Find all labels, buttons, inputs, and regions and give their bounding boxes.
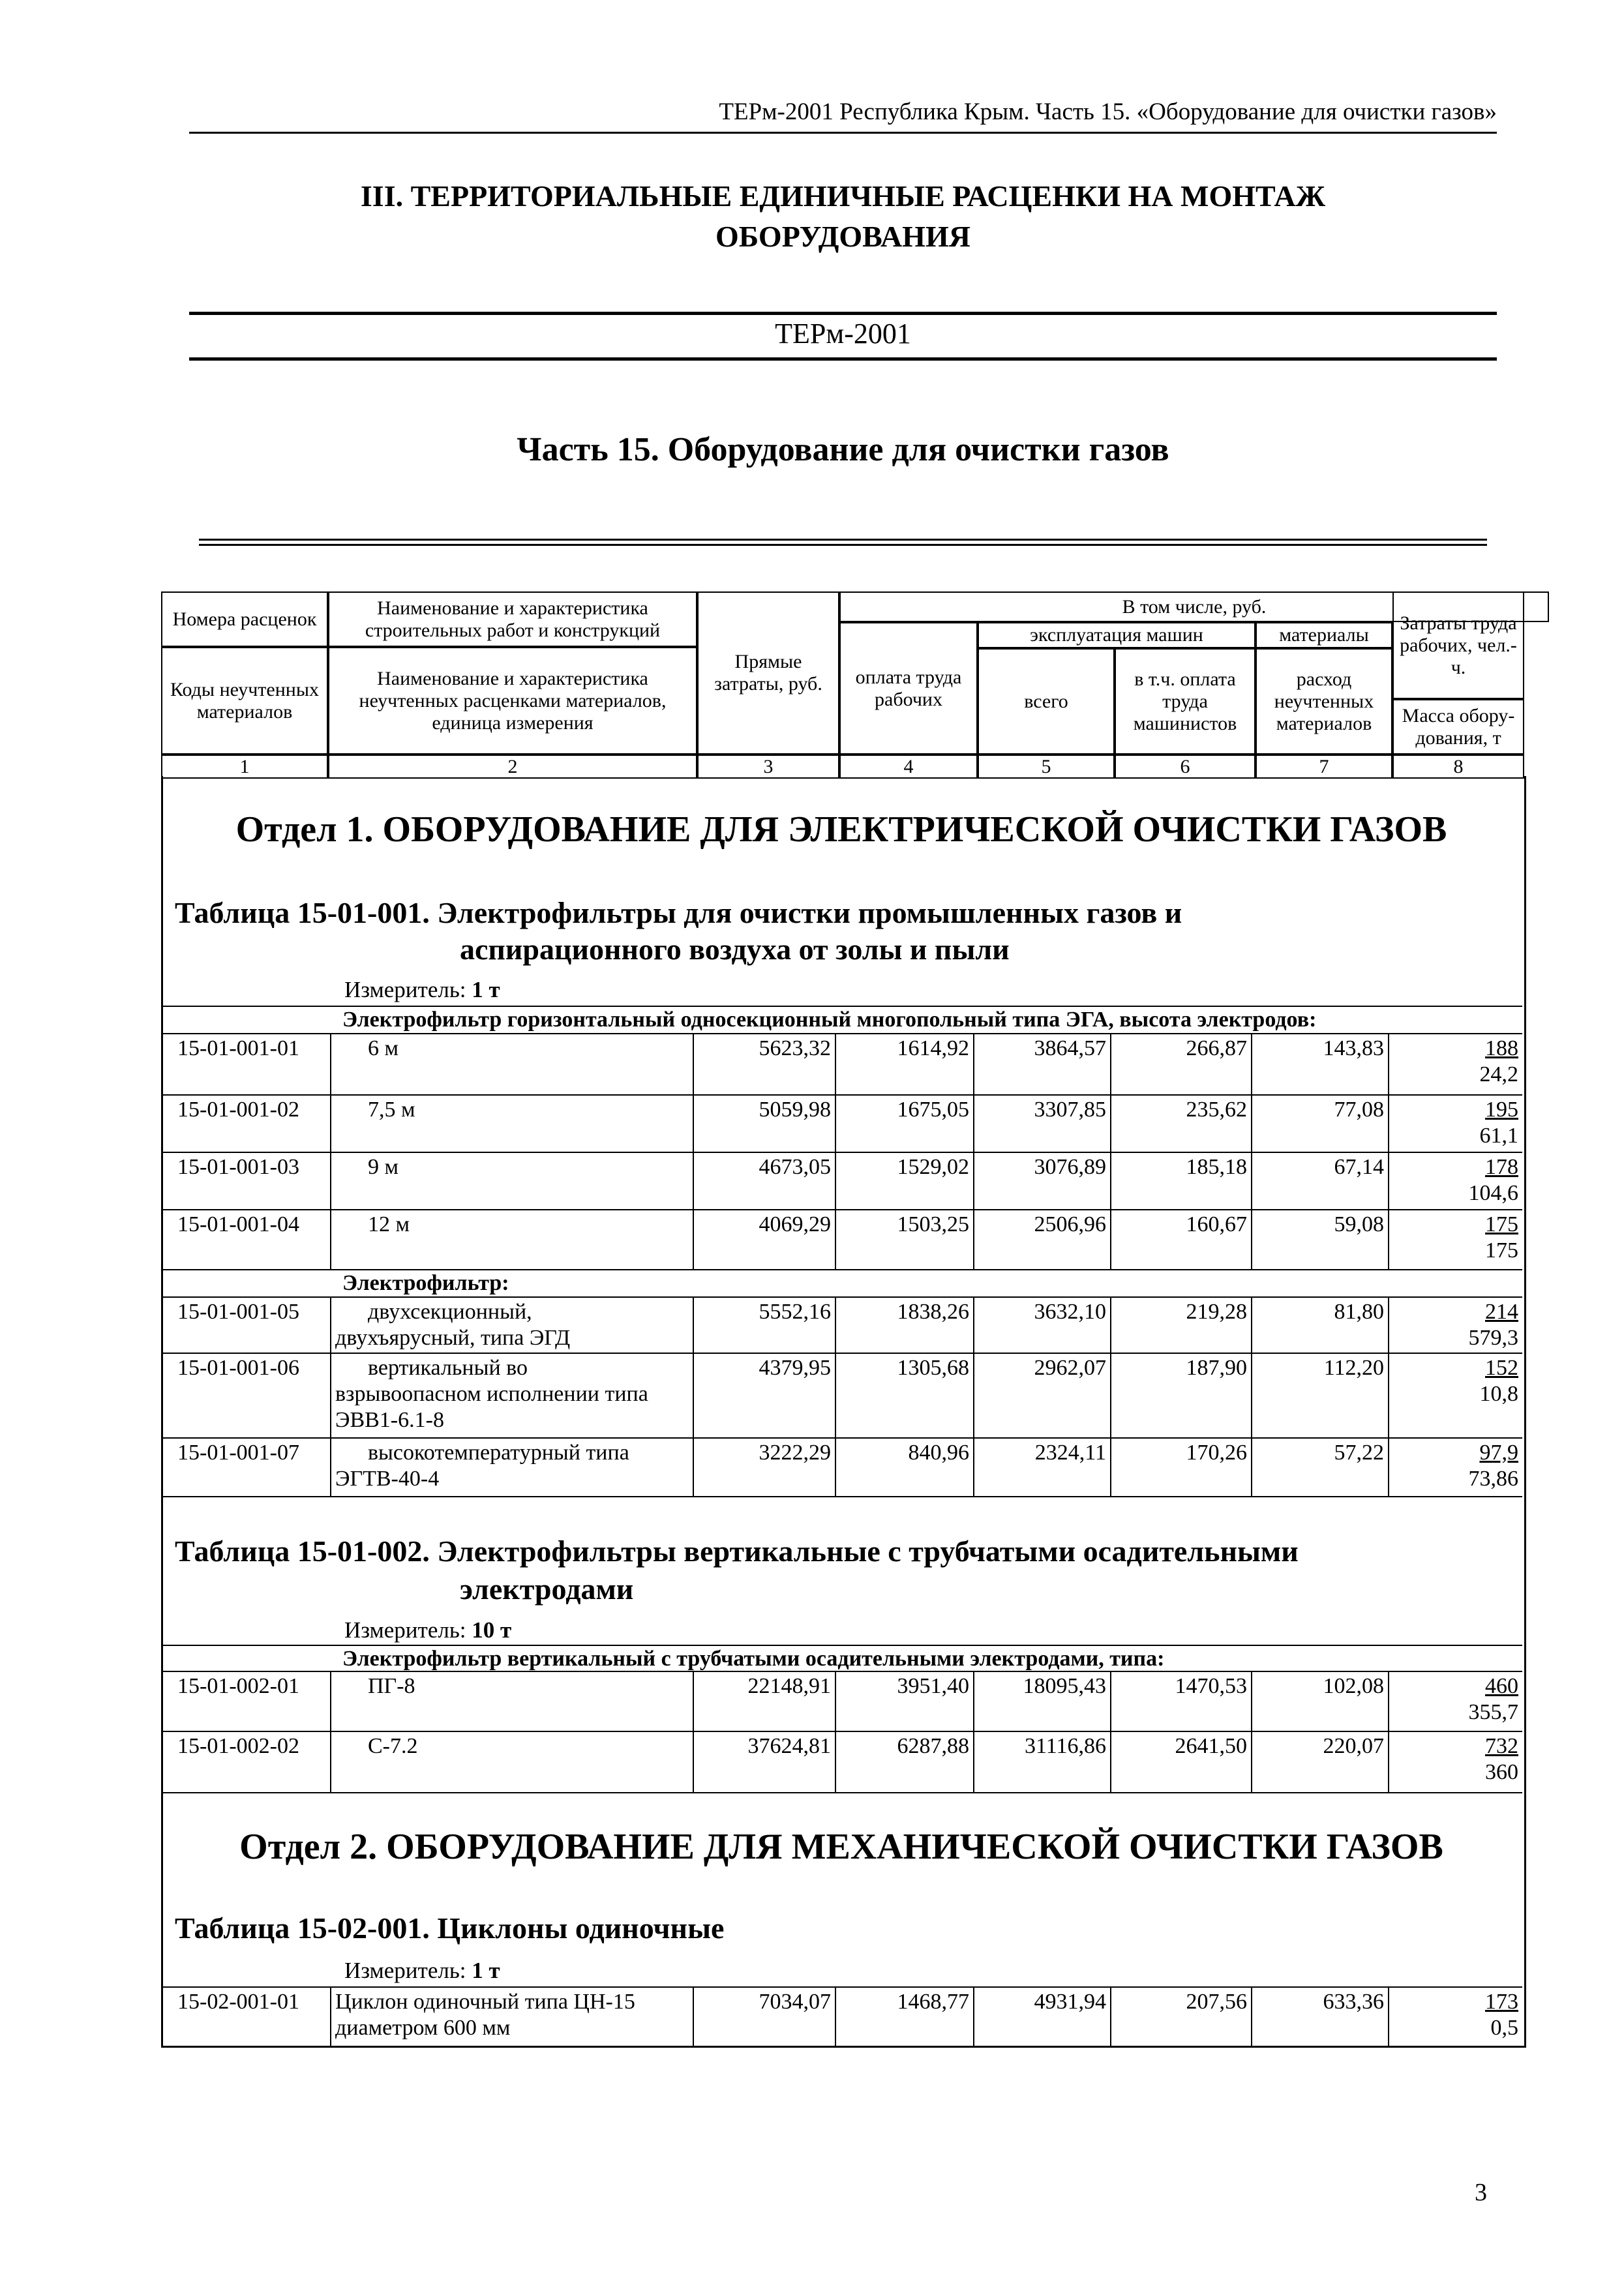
code-title: ТЕРм-2001: [775, 318, 911, 350]
unit-label: Измеритель:: [344, 1958, 466, 1983]
table-15-02-001-unit: [344, 1958, 500, 1984]
header-col2-top: Наименование и характеристика строительных работ и конструкций: [328, 591, 697, 647]
group-row-vertical: Электрофильтр вертикальный с трубчатыми осадительными электродами, типа:: [163, 1645, 1522, 1671]
work-name-line1: высокотемпературный типа: [368, 1441, 629, 1465]
materials: 57,22: [1251, 1439, 1388, 1496]
machinists-pay: 207,56: [1110, 1988, 1251, 2046]
work-name: [330, 1298, 693, 1353]
unit-value: 10 т: [472, 1617, 512, 1643]
otdel-2-title: Отдел 2. ОБОРУДОВАНИЕ ДЛЯ МЕХАНИЧЕСКОЙ ОЧИСТКИ ГАЗОВ: [239, 1827, 1443, 1867]
work-name-line1: вертикальный во: [368, 1356, 528, 1380]
part-title: Часть 15. Оборудование для очистки газов: [517, 431, 1169, 468]
labor-hours: 97,9: [1479, 1441, 1518, 1465]
work-name-line2: взрывоопасном исполнении типа: [335, 1382, 648, 1406]
table-row: [163, 1671, 1522, 1731]
header-num-2: 2: [328, 755, 697, 779]
rate-code: 15-01-001-03: [177, 1155, 299, 1179]
equipment-mass: 10,8: [1479, 1382, 1518, 1406]
direct-cost: 5552,16: [693, 1298, 835, 1353]
labor-hours: 173: [1485, 1990, 1518, 2014]
table-row: [163, 1094, 1522, 1152]
work-name: [330, 1439, 693, 1496]
equipment-mass: 360: [1485, 1760, 1518, 1784]
header-num-5: 5: [978, 755, 1115, 779]
running-header: ТЕРм-2001 Республика Крым. Часть 15. «Оборудование для очистки газов»: [189, 93, 1497, 134]
labor-hours: 178: [1485, 1155, 1518, 1179]
section-title: [189, 176, 1497, 257]
table-15-02-001-title: Таблица 15-02-001. Циклоны одиночные: [175, 1911, 725, 1945]
materials: 81,80: [1251, 1298, 1388, 1353]
rate-code: 15-01-002-02: [177, 1734, 299, 1758]
rate-code: 15-02-001-01: [177, 1990, 299, 2014]
materials: 220,07: [1251, 1732, 1388, 1792]
direct-cost: 4673,05: [693, 1153, 835, 1209]
direct-cost: 4379,95: [693, 1354, 835, 1437]
header-num-1: 1: [161, 755, 328, 779]
machinists-pay: 160,67: [1110, 1210, 1251, 1269]
work-name-line1: Циклон одиночный типа ЦН-15: [335, 1990, 635, 2014]
header-materials: материалы: [1256, 622, 1392, 648]
header-col3: Прямые затраты, руб.: [697, 591, 839, 755]
header-num-4: 4: [839, 755, 978, 779]
labor-pay: 1838,26: [835, 1298, 973, 1353]
direct-cost: 3222,29: [693, 1439, 835, 1496]
rate-code: 15-01-002-01: [177, 1674, 299, 1698]
code-rule-bottom: [189, 357, 1497, 361]
materials: 143,83: [1251, 1034, 1388, 1094]
table-header: [161, 591, 1524, 779]
table-row: [163, 1296, 1522, 1353]
table-15-01-001-unit: [344, 977, 500, 1003]
table-row: [163, 1209, 1522, 1269]
labor-pay: 6287,88: [835, 1732, 973, 1792]
machines-total: 3307,85: [973, 1096, 1110, 1152]
materials: 77,08: [1251, 1096, 1388, 1152]
double-rule-b: [199, 544, 1487, 546]
header-col8-bottom: Масса обору-дования, т: [1392, 699, 1524, 755]
work-name-line3: ЭВВ1-6.1-8: [335, 1408, 444, 1432]
machines-total: 3632,10: [973, 1298, 1110, 1353]
equipment-mass: 175: [1485, 1238, 1518, 1263]
machines-total: 18095,43: [973, 1672, 1110, 1731]
group-row-electrofilter: Электрофильтр:: [163, 1269, 1522, 1296]
work-name: 12 м: [330, 1210, 693, 1269]
work-name-line2: диаметром 600 мм: [335, 2016, 511, 2040]
table-15-01-002-unit: [344, 1617, 511, 1643]
labor-hours: 195: [1485, 1098, 1518, 1122]
machinists-pay: 187,90: [1110, 1354, 1251, 1437]
machines-total: 3076,89: [973, 1153, 1110, 1209]
labor-pay: 1614,92: [835, 1034, 973, 1094]
machinists-pay: 219,28: [1110, 1298, 1251, 1353]
table-row: [163, 1986, 1522, 2046]
labor-hours: 152: [1485, 1356, 1518, 1380]
table-row: [163, 1152, 1522, 1209]
labor-pay: 3951,40: [835, 1672, 973, 1731]
equipment-mass: 104,6: [1468, 1181, 1518, 1205]
table-15-01-002-title-line1: Таблица 15-01-002. Электрофильтры вертикальные с трубчатыми осадительными: [175, 1534, 1299, 1568]
machines-total: 3864,57: [973, 1034, 1110, 1094]
labor-mass: [1388, 1672, 1522, 1731]
table-15-01-001-title-line1: Таблица 15-01-001. Электрофильтры для очистки промышленных газов и: [175, 896, 1182, 929]
equipment-mass: 73,86: [1468, 1467, 1518, 1491]
rate-code: 15-01-001-07: [177, 1441, 299, 1465]
equipment-mass: 579,3: [1468, 1326, 1518, 1350]
labor-mass: [1388, 1988, 1522, 2046]
header-num-8: 8: [1392, 755, 1524, 779]
unit-label: Измеритель:: [344, 1617, 466, 1643]
labor-mass: [1388, 1034, 1522, 1094]
machinists-pay: 170,26: [1110, 1439, 1251, 1496]
equipment-mass: 61,1: [1479, 1124, 1518, 1148]
materials: 633,36: [1251, 1988, 1388, 2046]
header-num-7: 7: [1256, 755, 1392, 779]
labor-pay: 1529,02: [835, 1153, 973, 1209]
labor-pay: 1503,25: [835, 1210, 973, 1269]
header-incl: В том числе, руб.: [839, 591, 1549, 622]
labor-pay: 1675,05: [835, 1096, 973, 1152]
labor-hours: 175: [1485, 1212, 1518, 1236]
machinists-pay: 1470,53: [1110, 1672, 1251, 1731]
labor-hours: 188: [1485, 1036, 1518, 1060]
direct-cost: 5059,98: [693, 1096, 835, 1152]
table-row: [163, 1731, 1522, 1793]
direct-cost: 7034,07: [693, 1988, 835, 2046]
header-num-3: 3: [697, 755, 839, 779]
materials: 102,08: [1251, 1672, 1388, 1731]
labor-pay: 840,96: [835, 1439, 973, 1496]
direct-cost: 37624,81: [693, 1732, 835, 1792]
work-name: 6 м: [330, 1034, 693, 1094]
header-num-6: 6: [1115, 755, 1256, 779]
group-row-ega: Электрофильтр горизонтальный односекционный многопольный типа ЭГА, высота электродов:: [163, 1006, 1522, 1033]
header-col6: в т.ч. оплата труда машинистов: [1115, 648, 1256, 755]
work-name: [330, 1988, 693, 2046]
work-name-line2: ЭГТВ-40-4: [335, 1467, 440, 1491]
machinists-pay: 235,62: [1110, 1096, 1251, 1152]
labor-mass: [1388, 1096, 1522, 1152]
equipment-mass: 0,5: [1490, 2016, 1518, 2040]
double-rule-a: [199, 539, 1487, 541]
labor-pay: 1305,68: [835, 1354, 973, 1437]
machinists-pay: 266,87: [1110, 1034, 1251, 1094]
table-row: [163, 1437, 1522, 1497]
labor-mass: [1388, 1298, 1522, 1353]
machinists-pay: 2641,50: [1110, 1732, 1251, 1792]
header-col4: оплата труда рабочих: [839, 622, 978, 755]
section-title-line1: III. ТЕРРИТОРИАЛЬНЫЕ ЕДИНИЧНЫЕ РАСЦЕНКИ НА МОНТАЖ: [360, 179, 1326, 213]
machines-total: 31116,86: [973, 1732, 1110, 1792]
work-name: [330, 1354, 693, 1437]
header-col2-bottom: Наименование и характеристика неучтенных расценками материалов, единица измерения: [328, 647, 697, 755]
unit-value: 1 т: [472, 1958, 500, 1983]
table-15-01-002-title-line2: электродами: [460, 1572, 634, 1606]
work-name: С-7.2: [330, 1732, 693, 1792]
rate-code: 15-01-001-04: [177, 1212, 299, 1236]
materials: 112,20: [1251, 1354, 1388, 1437]
direct-cost: 22148,91: [693, 1672, 835, 1731]
work-name: 9 м: [330, 1153, 693, 1209]
header-col1-bottom: Коды неучтенных материалов: [161, 647, 328, 755]
machines-total: 2962,07: [973, 1354, 1110, 1437]
header-col8-top: Затраты труда рабочих, чел.-ч.: [1392, 591, 1524, 699]
unit-label: Измеритель:: [344, 977, 466, 1002]
header-col1-top: Номера расценок: [161, 591, 328, 647]
header-col5: всего: [978, 648, 1115, 755]
otdel-1-title: Отдел 1. ОБОРУДОВАНИЕ ДЛЯ ЭЛЕКТРИЧЕСКОЙ ОЧИСТКИ ГАЗОВ: [235, 809, 1447, 850]
labor-mass: [1388, 1732, 1522, 1792]
header-machines: эксплуатация машин: [978, 622, 1256, 648]
labor-hours: 214: [1485, 1300, 1518, 1324]
rate-code: 15-01-001-02: [177, 1098, 299, 1122]
work-name-line2: двухъярусный, типа ЭГД: [335, 1326, 571, 1350]
labor-mass: [1388, 1153, 1522, 1209]
labor-hours: 732: [1485, 1734, 1518, 1758]
labor-hours: 460: [1485, 1674, 1518, 1698]
rate-code: 15-01-001-05: [177, 1300, 299, 1324]
materials: 59,08: [1251, 1210, 1388, 1269]
machines-total: 2506,96: [973, 1210, 1110, 1269]
labor-mass: [1388, 1354, 1522, 1437]
direct-cost: 4069,29: [693, 1210, 835, 1269]
unit-value: 1 т: [472, 977, 500, 1002]
rate-code: 15-01-001-01: [177, 1036, 299, 1060]
table-row: [163, 1033, 1522, 1094]
machinists-pay: 185,18: [1110, 1153, 1251, 1209]
labor-pay: 1468,77: [835, 1988, 973, 2046]
machines-total: 2324,11: [973, 1439, 1110, 1496]
table-row: [163, 1353, 1522, 1437]
work-name: 7,5 м: [330, 1096, 693, 1152]
labor-mass: [1388, 1439, 1522, 1496]
table-15-01-001-title-line2: аспирационного воздуха от золы и пыли: [460, 933, 1010, 966]
machines-total: 4931,94: [973, 1988, 1110, 2046]
materials: 67,14: [1251, 1153, 1388, 1209]
equipment-mass: 355,7: [1468, 1700, 1518, 1724]
page-number: 3: [1475, 2179, 1487, 2206]
labor-mass: [1388, 1210, 1522, 1269]
code-rule-top: [189, 312, 1497, 315]
header-col7: расход неучтенных материалов: [1256, 648, 1392, 755]
rate-code: 15-01-001-06: [177, 1356, 299, 1380]
section-title-line2: ОБОРУДОВАНИЯ: [715, 220, 970, 253]
work-name: ПГ-8: [330, 1672, 693, 1731]
direct-cost: 5623,32: [693, 1034, 835, 1094]
equipment-mass: 24,2: [1479, 1062, 1518, 1086]
work-name-line1: двухсекционный,: [368, 1300, 532, 1324]
